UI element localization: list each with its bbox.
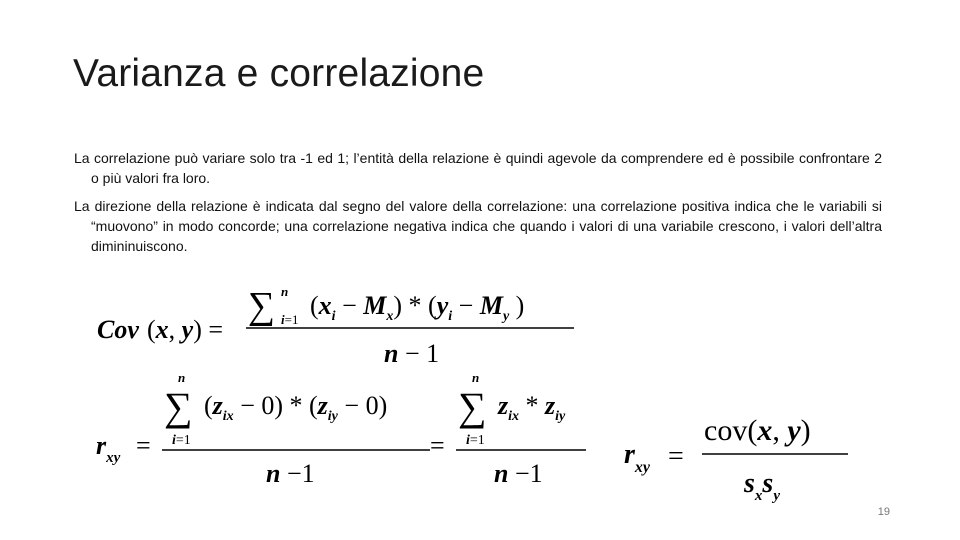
correlation-cov-formula bbox=[620, 408, 860, 508]
rxy-denominator-1: n −1 bbox=[266, 459, 315, 488]
cov-numerator: $(x_i - M_x) * (y_i - M_y$ ) bbox=[310, 291, 525, 324]
equals-sign-2: = bbox=[430, 431, 445, 460]
sum-upper: n bbox=[281, 284, 289, 299]
sum-symbol-2: ∑ bbox=[458, 384, 487, 429]
correlation-z-formula bbox=[92, 368, 592, 493]
covariance-formula bbox=[92, 282, 582, 372]
sum-upper-2: n bbox=[472, 370, 480, 385]
sxsy-denominator: $s_xs_y$ bbox=[744, 468, 780, 504]
equals-sign-3: = bbox=[668, 441, 684, 472]
sum-symbol-1: ∑ bbox=[164, 384, 193, 429]
cov-numerator-2: cov(x, y) bbox=[704, 414, 811, 447]
sum-upper-1: n bbox=[178, 370, 186, 385]
sum-lower-2: i=1 bbox=[466, 433, 485, 448]
cov-lhs-func: Cov bbox=[97, 315, 139, 344]
paragraph-range: La correlazione può variare solo tra -1 ed 1; l’entità della relazione è quindi agevole da comprendere ed è possibile confrontare 2 o più valori fra loro. bbox=[74, 150, 882, 186]
sum-lower-1: i=1 bbox=[172, 433, 191, 448]
rxy-numerator-1: $(z_{ix} - 0) * (z_{iy} - 0)$ bbox=[204, 391, 388, 424]
rxy-lhs: $r_{xy}$ bbox=[96, 431, 121, 466]
paragraph-direction: La direzione della relazione è indicata dal segno del valore della correlazione: una correlazione positiva indica che le variabili si “muovono” in modo concorde; una correlazione negativa indica che quando i valori di una variabile crescono, i valori dell’altra dimininuiscono. bbox=[74, 198, 882, 254]
cov-lhs-args: (x, y) = bbox=[147, 315, 224, 344]
rxy-denominator-2: n −1 bbox=[494, 459, 543, 488]
rxy-lhs-2: $r_{xy}$ bbox=[624, 439, 651, 476]
sum-symbol: ∑ bbox=[248, 285, 276, 327]
equals-sign: = bbox=[136, 431, 151, 460]
rxy-numerator-2: $z_{ix} * z_{iy}$ bbox=[498, 391, 566, 424]
slide-title: Varianza e correlazione bbox=[73, 52, 485, 95]
page-number: 19 bbox=[877, 506, 890, 518]
sum-lower: i=1 bbox=[281, 312, 299, 327]
cov-denominator: n − 1 bbox=[384, 339, 440, 368]
